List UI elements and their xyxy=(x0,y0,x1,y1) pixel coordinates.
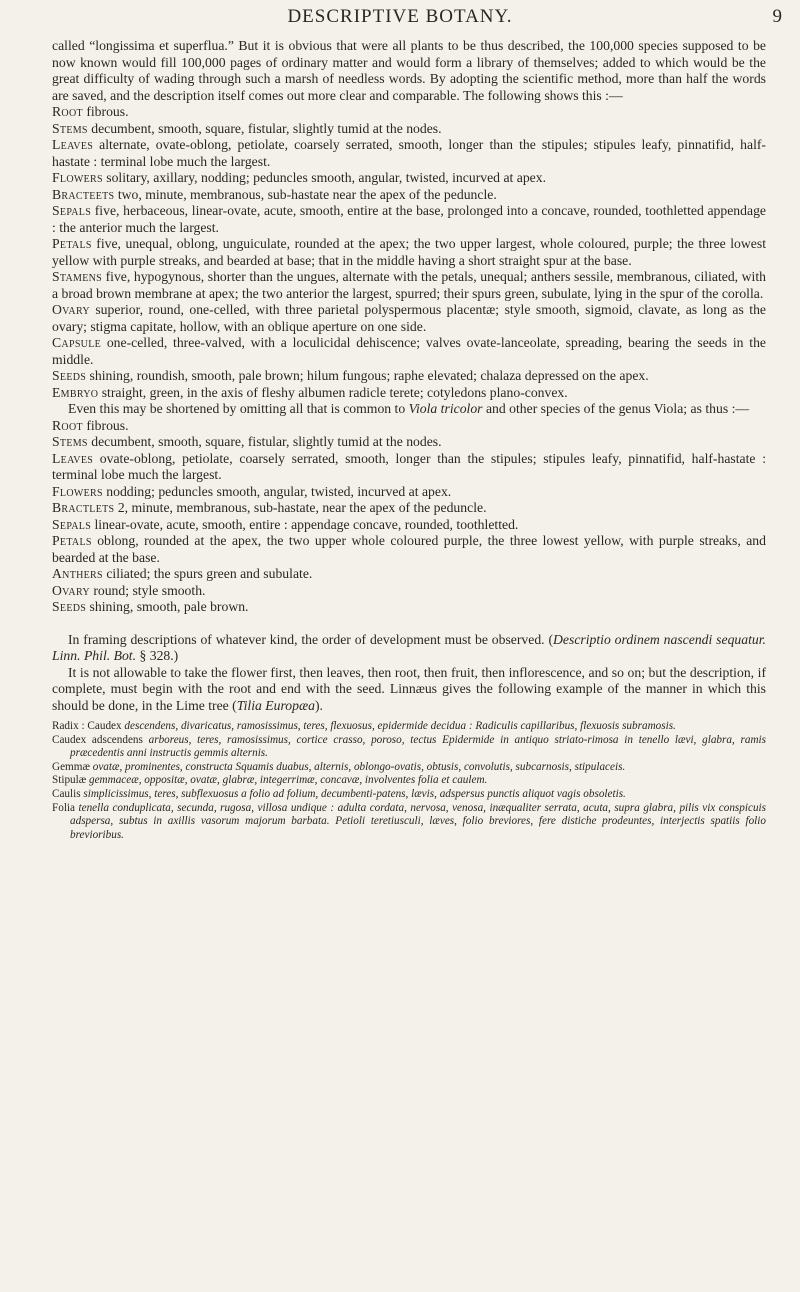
description-item xyxy=(52,302,766,335)
organ-label: Flowers xyxy=(52,170,103,185)
framing-text-b: § 328.) xyxy=(136,648,179,663)
description-item xyxy=(52,418,766,435)
intro-paragraph: called “longissima et superflua.” But it is obvious that were all plants to be thus described, the 100,000 species supposed to be now known would fill 100,000 pages of ordinary matter and would form a library of themselves; added to which would be the great difficulty of wading through such a marsh of needless words. By adopting the scientific method, more than half the words are saved, and the description itself comes out more clear and comparable. The following shows this :— xyxy=(52,38,766,103)
organ-label: Stamens xyxy=(52,269,103,284)
organ-text: fibrous. xyxy=(82,104,129,119)
organ-text: oblong, rounded at the apex, the two upper whole coloured purple, the three lowest yellow, with purple streaks, and bearded at the base. xyxy=(52,533,766,565)
latin-item xyxy=(52,761,766,775)
latin-description xyxy=(52,720,766,842)
organ-text: five, herbaceous, linear-ovate, acute, smooth, entire at the base, prolonged into a concave, rounded, toothletted appendage : the anterior much the largest. xyxy=(52,203,766,235)
organ-label: Seeds xyxy=(52,599,87,614)
description-item xyxy=(52,335,766,368)
organ-label: Bractlets xyxy=(52,500,115,515)
organ-text: alternate, ovate-oblong, petiolate, coarsely serrated, smooth, longer than the stipules; stipules leafy, pinnatifid, half-hastate : terminal lobe much the largest. xyxy=(52,137,766,169)
latin-head: Gemmæ xyxy=(52,760,93,773)
organ-text: five, unequal, oblong, unguiculate, rounded at the apex; the two upper largest, whole coloured, purple; the three lowest yellow with purple streaks, and bearded at base; that in the middle having a short straight spur at the base. xyxy=(52,236,766,268)
shortening-text-a: Even this may be shortened by omitting all that is common to xyxy=(68,401,409,416)
description-item xyxy=(52,203,766,236)
organ-label: Seeds xyxy=(52,368,87,383)
description-item xyxy=(52,484,766,501)
running-head: DESCRIPTIVE BOTANY. xyxy=(287,6,513,27)
framing-citation: Descriptio ordinem nascendi sequatur. Linn. Phil. Bot. xyxy=(52,631,766,663)
description-item xyxy=(52,566,766,583)
organ-label: Bracteets xyxy=(52,186,115,202)
description-item xyxy=(52,451,766,484)
shortening-paragraph xyxy=(52,401,766,418)
organ-text: fibrous. xyxy=(82,417,129,433)
organ-label: Sepals xyxy=(52,203,92,218)
organ-text: 2, minute, membranous, sub-hastate, near the apex of the peduncle. xyxy=(114,500,487,515)
description-item xyxy=(52,533,766,566)
organ-text: decumbent, smooth, square, fistular, slightly tumid at the nodes. xyxy=(87,120,442,136)
latin-head: Caudex adscendens xyxy=(52,733,149,746)
latin-item xyxy=(52,802,766,843)
latin-item xyxy=(52,774,766,788)
lime-tree-name: Tilia Europæa xyxy=(236,697,315,713)
organ-text: decumbent, smooth, square, fistular, slightly tumid at the nodes. xyxy=(87,434,442,449)
organ-text: one-celled, three-valved, with a loculicidal dehiscence; valves ovate-lanceolate, spreading, bearing the seeds in the middle. xyxy=(52,335,766,367)
order-paragraph xyxy=(52,665,766,715)
description-item xyxy=(52,583,766,600)
organ-text: nodding; peduncles smooth, angular, twisted, incurved at apex. xyxy=(102,483,452,499)
order-text-b: ). xyxy=(314,697,323,713)
organ-label: Petals xyxy=(52,533,92,548)
description-item xyxy=(52,368,766,385)
organ-label: Leaves xyxy=(52,137,94,152)
latin-text: arboreus, teres, ramosissimus, cortice crasso, poroso, tectus Epidermide in antiquo striato-rimosa in tenello lævi, glabra, ramis præcedentis anni instructis gemmis alternis. xyxy=(70,733,766,760)
organ-text: five, hypogynous, shorter than the ungues, alternate with the petals, unequal; anthers sessile, membranous, ciliated, with a broad brown membrane at apex; the two anterior the largest, spurred; their spurs green, subulate, lying in the spur of the corolla. xyxy=(52,269,766,301)
latin-text: simplicissimus, teres, subflexuosus a folio ad folium, decumbenti-patens, lævis, adspersus punctis aliquot vagis obsoletis. xyxy=(83,787,626,800)
page-body xyxy=(52,38,766,842)
latin-text: tenella conduplicata, secunda, rugosa, villosa undique : adulta cordata, nervosa, venosa, inæqualiter serrata, acuta, supra glabra, pilis vix conspicuis adspersa, subtus in axillis vasorum majorum barbata. Petioli teretiusculi, læves, folio breviores, fere distiche prodeuntes, interjectis spatiis folio brevioribus. xyxy=(70,801,766,841)
organ-label: Flowers xyxy=(52,483,103,499)
organ-label: Sepals xyxy=(52,516,92,532)
organ-label: Embryo xyxy=(52,384,99,400)
latin-head: Stipulæ xyxy=(52,774,89,787)
organ-label: Stems xyxy=(52,120,88,136)
organ-label: Root xyxy=(52,417,83,433)
description-item xyxy=(52,236,766,269)
page-number: 9 xyxy=(772,6,782,27)
organ-text: superior, round, one-celled, with three parietal polyspermous placentæ; style smooth, sigmoid, clavate, as long as the ovary; stigma capitate, hollow, with an oblique aperture on one side. xyxy=(52,302,766,334)
full-description xyxy=(52,104,766,401)
organ-label: Anthers xyxy=(52,566,103,581)
description-item xyxy=(52,137,766,170)
short-description xyxy=(52,418,766,616)
organ-text: shining, smooth, pale brown. xyxy=(86,599,249,614)
organ-label: Stems xyxy=(52,434,88,449)
organ-text: linear-ovate, acute, smooth, entire : appendage concave, rounded, toothletted. xyxy=(91,516,519,532)
latin-head: Radix : Caudex xyxy=(52,720,125,732)
organ-text: straight, green, in the axis of fleshy albumen radicle terete; cotyledons plano-convex. xyxy=(98,384,568,400)
description-item xyxy=(52,121,766,138)
description-item xyxy=(52,517,766,534)
organ-label: Leaves xyxy=(52,450,94,466)
description-item xyxy=(52,269,766,302)
organ-label: Capsule xyxy=(52,335,102,350)
page-header xyxy=(0,4,800,36)
order-text-a: It is not allowable to take the flower first, then leaves, then root, then fruit, then inflorescence, and so on; but the description, if complete, must begin with the root and end with the seed. Linnæus gives the following example of the manner in which this should be done, in the Lime tree ( xyxy=(52,664,766,713)
latin-text: descendens, divaricatus, ramosissimus, teres, flexuosus, epidermide decidua : Radiculis capillaribus, flexuosis subramosis. xyxy=(124,720,676,732)
latin-head: Folia xyxy=(52,801,79,814)
organ-text: ovate-oblong, petiolate, coarsely serrated, smooth, longer than the stipules; stipules leafy, pinnatifid, half-hastate : terminal lobe much the largest. xyxy=(52,450,766,482)
latin-item xyxy=(52,720,766,734)
organ-text: solitary, axillary, nodding; peduncles smooth, angular, twisted, incurved at apex. xyxy=(102,170,546,185)
organ-text: ciliated; the spurs green and subulate. xyxy=(102,566,313,581)
latin-item xyxy=(52,734,766,761)
description-item xyxy=(52,500,766,517)
organ-label: Petals xyxy=(52,236,92,251)
description-item xyxy=(52,170,766,187)
organ-text: shining, roundish, smooth, pale brown; hilum fungous; raphe elevated; chalaza depressed on the apex. xyxy=(86,368,649,383)
organ-text: two, minute, membranous, sub-hastate near the apex of the peduncle. xyxy=(114,186,497,202)
latin-text: gemmaceæ, oppositæ, ovatæ, glabræ, integerrimæ, concavæ, involventes folia et caulem. xyxy=(89,774,488,787)
organ-label: Ovary xyxy=(52,582,90,598)
species-name: Viola tricolor xyxy=(408,401,483,416)
organ-label: Ovary xyxy=(52,302,90,317)
organ-label: Root xyxy=(52,104,83,119)
description-item xyxy=(52,187,766,204)
shortening-text-b: and other species of the genus Viola; as thus :— xyxy=(482,401,750,416)
framing-text-a: In framing descriptions of whatever kind, the order of development must be observed. ( xyxy=(68,631,554,647)
latin-text: ovatæ, prominentes, constructa Squamis duabus, alternis, oblongo-ovatis, obtusis, convolutis, subcarnosis, stipulaceis. xyxy=(92,760,626,773)
latin-item xyxy=(52,788,766,802)
description-item xyxy=(52,104,766,121)
description-item xyxy=(52,599,766,616)
description-item xyxy=(52,385,766,402)
framing-paragraph xyxy=(52,632,766,665)
latin-head: Caulis xyxy=(52,787,84,800)
organ-text: round; style smooth. xyxy=(89,582,206,598)
description-item xyxy=(52,434,766,451)
